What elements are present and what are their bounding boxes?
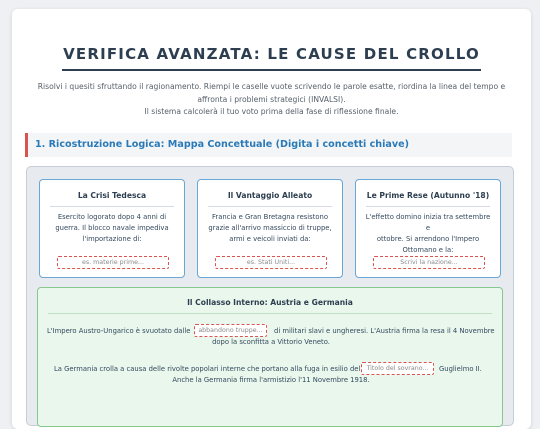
card-divider [208,206,332,207]
concept-map-panel [26,166,514,426]
card-divider [50,206,174,207]
section-1-heading: 1. Ricostruzione Logica: Mappa Concettuale (Digita i concetti chiave) [25,133,512,157]
collapse-divider [48,313,492,314]
internal-collapse-box [37,287,503,427]
card-text-line: Esercito logorato dopo 4 anni di [57,213,167,221]
surrendered-nation-input[interactable] [373,256,485,269]
card-text-line: l'importazione di: [82,235,142,243]
card-first-surrenders [355,179,501,278]
card-text-line: armi e veicoli inviati da: [229,235,311,243]
paragraph-1-after: di militari slavi e ungheresi. L'Austria firma la resa il 4 Novembre [274,327,495,335]
intro-line-3: Il sistema calcolerà il tuo voto prima della fase di riflessione finale. [144,107,399,116]
card-divider [366,206,490,207]
title-divider [62,69,481,71]
card-text-line: Ottomano e la: [402,246,454,254]
troop-desertion-input[interactable] [194,324,267,337]
sovereign-title-input[interactable] [361,362,434,375]
page-title: VERIFICA AVANZATA: LE CAUSE DEL CROLLO [63,45,480,63]
paragraph-2-line-2: Anche la Germania firma l'armistizio l'11 Novembre 1918. [172,376,370,384]
paragraph-2-after: Guglielmo II. [439,365,482,373]
card-text [48,212,176,245]
card-text-line: grazie all'arrivo massiccio di truppe, [208,224,332,232]
paragraph-2-before: La Germania crolla a causa delle rivolte popolari interne che portano alla fuga in esilio del [54,365,361,373]
intro-line-1: Risolvi i quesiti sfruttando il ragionamento. Riempi le caselle vuote scrivendo le parole esatte, riordina la linea del tempo e [37,82,506,91]
allied-supplier-input[interactable] [215,256,327,269]
card-text-line: ottobre. Si arrendono l'Impero [376,235,480,243]
intro-line-2: affronta i problemi strategici (INVALSI). [197,94,346,104]
intro-text [32,81,511,119]
card-text [364,212,492,256]
card-text-line: guerra. Il blocco navale impediva [55,224,169,232]
card-text-line: Francia e Gran Bretagna resistono [211,213,329,221]
card-title: Il Vantaggio Alleato [227,191,313,200]
card-title: La Crisi Tedesca [77,191,147,200]
collapse-title: Il Collasso Interno: Austria e Germania [187,298,353,307]
card-allied-advantage [197,179,343,278]
card-title: Le Prime Rese (Autunno '18) [366,191,490,200]
worksheet-card [12,9,531,429]
paragraph-1-line-2: dopo la sconfitta a Vittorio Veneto. [212,338,330,346]
card-german-crisis [39,179,185,278]
card-text-line: L'effetto domino inizia tra settembre e [365,213,491,232]
raw-materials-input[interactable] [57,256,169,269]
card-text [206,212,334,245]
paragraph-1-before: L'Impero Austro-Ungarico è svuotato dalle [47,327,191,335]
